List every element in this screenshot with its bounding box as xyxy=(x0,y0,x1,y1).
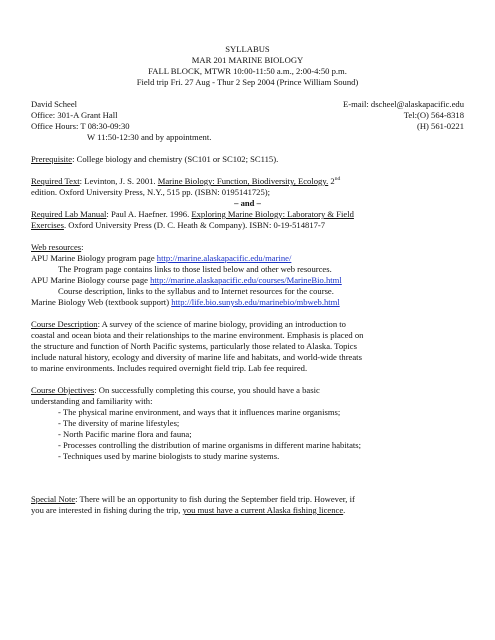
office-hours-extra: W 11:50-12:30 and by appointment. xyxy=(87,132,212,142)
required-text-edition: 2 xyxy=(328,176,335,186)
special-note-line2 xyxy=(31,505,345,516)
and-separator: – and – xyxy=(234,198,261,208)
course-name: MAR 201 MARINE BIOLOGY xyxy=(191,55,304,65)
lab-manual-title-cont: Exercises xyxy=(31,220,64,230)
instructor-email: E-mail: dscheel@alaskapacific.edu xyxy=(342,99,464,109)
home-phone: (H) 561-0221 xyxy=(416,121,464,131)
prerequisite xyxy=(31,154,278,165)
special-note xyxy=(31,494,355,505)
web-resources-label: Web resources xyxy=(31,242,82,252)
web-resource-1-desc: The Program page contains links to those listed below and other web resources. xyxy=(58,264,332,274)
course-description-line: the structure and function of North Pacific systems, particularly those related to Alaska. Topics xyxy=(31,341,357,351)
objective-item: - The physical marine environment, and ways that it influences marine organisms; xyxy=(58,407,341,417)
lab-manual-line2 xyxy=(31,220,325,231)
web-resources-heading xyxy=(31,242,84,253)
web-resource-1 xyxy=(31,253,291,264)
course-page-link[interactable]: http://marine.alaskapacific.edu/courses/MarineBio.html xyxy=(150,275,342,285)
program-page-link[interactable]: http://marine.alaskapacific.edu/marine/ xyxy=(156,253,292,263)
objective-item: - North Pacific marine flora and fauna; xyxy=(58,429,192,439)
office-hours: Office Hours: T 08:30-09:30 xyxy=(31,121,130,131)
course-description-line: include natural history, ecology and diversity of marine life and habitats, and world-wide threats xyxy=(31,352,362,362)
edition-superscript: nd xyxy=(334,176,341,183)
office-phone: Tel:(O) 564-8318 xyxy=(403,110,464,120)
lab-manual xyxy=(31,209,354,220)
objective-item: - Processes controlling the distribution of marine organisms in different marine habitats; xyxy=(58,440,362,450)
web-resources-colon: : xyxy=(81,242,84,252)
required-text-publisher: edition. Oxford University Press, N.Y., 515 pp. (ISBN: 0195141725); xyxy=(31,187,271,197)
lab-manual-publisher: . Oxford University Press (D. C. Heath & Company). ISBN: 0-19-514817-7 xyxy=(63,220,326,230)
course-description-label: Course Description xyxy=(31,319,98,329)
textbook-support-link[interactable]: http://life.bio.sunysb.edu/marinebio/mbweb.html xyxy=(171,297,340,307)
course-description-line: to marine environments. Includes required overnight field trip. Lab fee required. xyxy=(31,363,308,373)
course-objectives-intro: : On successfully completing this course, you should have a basic xyxy=(94,385,320,395)
special-note-end: . xyxy=(343,505,346,515)
doc-title: SYLLABUS xyxy=(225,44,270,54)
course-schedule: FALL BLOCK, MTWR 10:00-11:50 a.m., 2:00-4:50 p.m. xyxy=(148,66,347,76)
web-resource-1-label: APU Marine Biology program page xyxy=(31,253,157,263)
objective-item: - The diversity of marine lifestyles; xyxy=(58,418,180,428)
special-note-text: : There will be an opportunity to fish during the September field trip. However, if xyxy=(75,494,355,504)
special-note-text-cont: you are interested in fishing during the trip, xyxy=(31,505,183,515)
field-trip-dates: Field trip Fri. 27 Aug - Thur 2 Sep 2004 (Prince William Sound) xyxy=(136,77,359,87)
course-objectives xyxy=(31,385,320,396)
special-note-label: Special Note xyxy=(31,494,76,504)
prerequisite-label: Prerequisite xyxy=(31,154,73,164)
course-objectives-label: Course Objectives xyxy=(31,385,95,395)
web-resource-2 xyxy=(31,275,342,286)
course-description-line: coastal and ocean biota and their relationships to the marine environment. Emphasis is placed on xyxy=(31,330,364,340)
prerequisite-text: : College biology and chemistry (SC101 or SC102; SC115). xyxy=(72,154,279,164)
web-resource-3-label: Marine Biology Web (textbook support) xyxy=(31,297,172,307)
required-text-title: Marine Biology: Function, Biodiversity, Ecology. xyxy=(157,176,329,186)
lab-manual-authors: : Paul A. Haefner. 1996. xyxy=(106,209,192,219)
required-text xyxy=(31,176,340,187)
instructor-name: David Scheel xyxy=(31,99,78,109)
lab-manual-title: Exploring Marine Biology: Laboratory & Field xyxy=(191,209,354,219)
course-objectives-intro-cont: understanding and familiarity with: xyxy=(31,396,153,406)
objective-item: - Techniques used by marine biologists to study marine systems. xyxy=(58,451,280,461)
web-resource-2-desc: Course description, links to the syllabus and to Internet resources for the course. xyxy=(58,286,334,296)
web-resource-3 xyxy=(31,297,340,308)
fishing-licence-requirement: you must have a current Alaska fishing licence xyxy=(182,505,344,515)
required-text-authors: : Levinton, J. S. 2001. xyxy=(79,176,158,186)
course-description-line: : A survey of the science of marine biology, providing an introduction to xyxy=(97,319,346,329)
required-text-label: Required Text xyxy=(31,176,80,186)
lab-manual-label: Required Lab Manual xyxy=(31,209,107,219)
office-location: Office: 301-A Grant Hall xyxy=(31,110,118,120)
course-description xyxy=(31,319,346,330)
web-resource-2-label: APU Marine Biology course page xyxy=(31,275,151,285)
